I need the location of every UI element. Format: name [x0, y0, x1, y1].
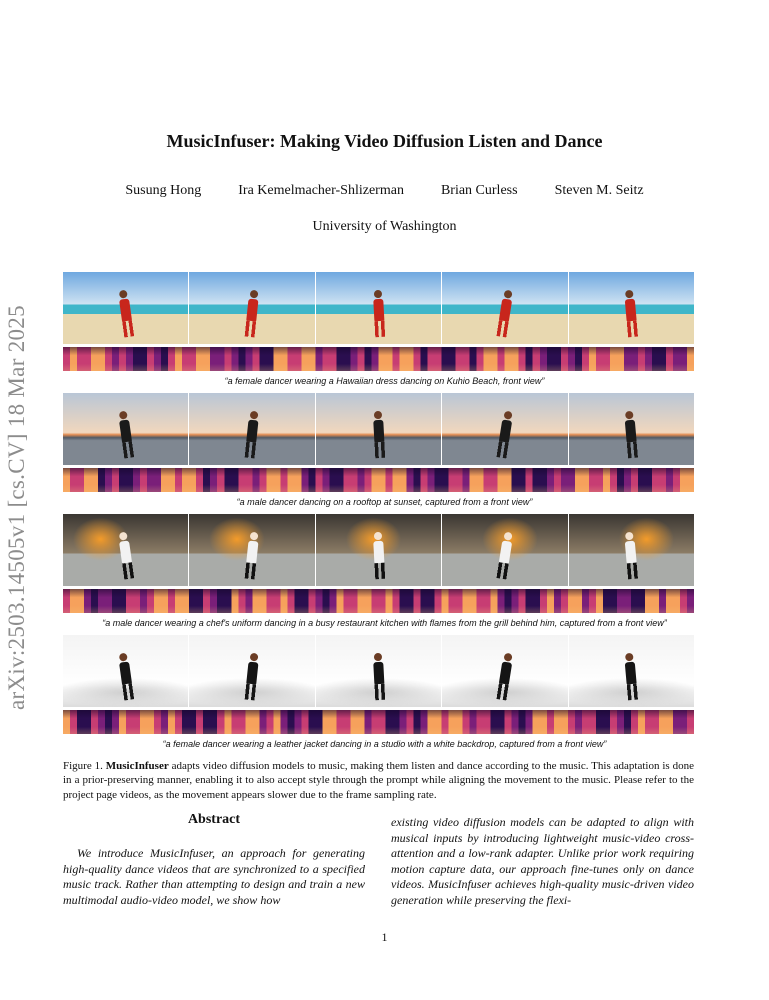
- dancer-body: [246, 661, 258, 684]
- dancer-figure: [495, 652, 514, 700]
- video-frame: [569, 514, 694, 586]
- dancer-legs: [494, 683, 510, 701]
- dancer-legs: [120, 562, 136, 580]
- video-frame: [569, 272, 694, 344]
- dancer-head: [250, 411, 259, 420]
- dancer-head: [250, 532, 259, 541]
- video-frame-strip: [63, 393, 694, 465]
- abstract-text-right: existing video diffusion models can be adapted to align with musical inputs by introducing lightweight music-video cross-attention and a low-rank adapter. Unlike prior work requiring motion capture data, our approach fine-tunes only on dance videos. MusicInfuser achieves high-quality music-driven video generation while preserving the flexi-: [391, 815, 694, 907]
- video-frame: [189, 635, 315, 707]
- dancer-head: [625, 290, 634, 299]
- dancer-legs: [625, 562, 640, 579]
- video-frame: [316, 393, 442, 465]
- dancer-body: [119, 661, 132, 684]
- dancer-figure: [116, 531, 134, 579]
- dancer-figure: [244, 410, 261, 458]
- dancer-head: [118, 289, 127, 298]
- dancer-body: [373, 541, 384, 563]
- dancer-figure: [116, 410, 134, 458]
- video-frame: [569, 635, 694, 707]
- dancer-body: [499, 661, 512, 684]
- dancer-legs: [120, 320, 136, 338]
- arxiv-identifier: arXiv:2503.14505v1 [cs.CV] 18 Mar 2025: [4, 305, 29, 710]
- dancer-head: [118, 410, 127, 419]
- dancer-head: [250, 653, 259, 662]
- video-frame-strip: [63, 635, 694, 707]
- dancer-head: [373, 411, 381, 419]
- video-frame-strip: [63, 272, 694, 344]
- prompt-caption: “a male dancer wearing a chef's uniform dancing in a busy restaurant kitchen with flames from the grill behind him, captured from a front view”: [102, 618, 667, 628]
- dancer-legs: [243, 562, 259, 579]
- dancer-body: [119, 298, 132, 321]
- dancer-legs: [120, 683, 136, 701]
- dancer-body: [246, 298, 258, 321]
- dancer-body: [625, 661, 637, 684]
- dancer-figure: [623, 531, 639, 579]
- affiliation: University of Washington: [312, 219, 457, 234]
- dancer-legs: [372, 441, 387, 458]
- video-frame: [442, 272, 568, 344]
- dancer-figure: [495, 289, 514, 337]
- dancer-figure: [371, 653, 385, 701]
- dancer-figure: [495, 531, 514, 579]
- video-frame: [63, 514, 189, 586]
- dancer-figure: [495, 410, 514, 458]
- dancer-legs: [625, 683, 640, 700]
- dancer-legs: [120, 441, 136, 459]
- dancer-legs: [243, 320, 259, 337]
- video-frame: [442, 635, 568, 707]
- dancer-head: [250, 290, 259, 299]
- dancer-head: [503, 652, 512, 661]
- video-frame: [189, 393, 315, 465]
- paper-title: MusicInfuser: Making Video Diffusion Listen and Dance: [166, 131, 603, 151]
- music-spectrogram: [63, 347, 694, 371]
- dancer-head: [373, 290, 381, 298]
- dancer-legs: [494, 320, 510, 338]
- dancer-figure: [371, 532, 385, 580]
- dancer-figure: [244, 531, 261, 579]
- dancer-head: [625, 532, 634, 541]
- video-frame: [316, 514, 442, 586]
- dancer-head: [503, 410, 512, 419]
- video-frame: [442, 514, 568, 586]
- dancer-body: [499, 298, 512, 321]
- dancer-figure: [371, 411, 385, 459]
- dancer-legs: [494, 562, 510, 580]
- dancer-body: [246, 419, 258, 442]
- figure-caption: [63, 759, 694, 802]
- dancer-body: [373, 420, 384, 442]
- dancer-head: [503, 531, 512, 540]
- dancer-body: [373, 662, 384, 684]
- dancer-body: [625, 419, 637, 442]
- dancer-figure: [116, 652, 134, 700]
- abstract-text-left: We introduce MusicInfuser, an approach for generating high-quality dance videos that are synchronized to a specified music track. Rather than attempting to design and train a new multimodal audio-video model, we show how: [63, 846, 365, 907]
- dancer-legs: [372, 320, 387, 337]
- video-frame: [63, 393, 189, 465]
- prompt-caption: “a female dancer wearing a Hawaiian dress dancing on Kuhio Beach, front view”: [224, 376, 545, 386]
- dancer-head: [625, 411, 634, 420]
- dancer-head: [118, 531, 127, 540]
- dancer-legs: [625, 320, 640, 337]
- dancer-figure: [623, 289, 639, 337]
- dancer-legs: [372, 683, 387, 700]
- dancer-figure: [623, 652, 639, 700]
- video-frame: [189, 514, 315, 586]
- dancer-body: [625, 540, 637, 563]
- dancer-legs: [243, 441, 259, 458]
- caption-body: adapts video diffusion models to music, making them listen and dance according to the music. This adaptation is done in a prior-preserving manner, enabling it to also accept style through the prompt while aligning the movement to the music. Please refer to the project page videos, as the movement appears slower due to the frame sampling rate.: [63, 760, 694, 801]
- figure-label: Figure 1.: [63, 760, 103, 772]
- dancer-body: [119, 419, 132, 442]
- video-frame: [316, 272, 442, 344]
- dancer-body: [373, 299, 384, 321]
- dancer-legs: [625, 441, 640, 458]
- dancer-body: [499, 419, 512, 442]
- prompt-caption: “a male dancer dancing on a rooftop at sunset, captured from a front view”: [236, 497, 533, 507]
- video-frame-strip: [63, 514, 694, 586]
- dancer-figure: [116, 289, 134, 337]
- dancer-figure: [244, 652, 261, 700]
- music-spectrogram: [63, 710, 694, 734]
- method-name: MusicInfuser: [105, 760, 169, 772]
- dancer-body: [499, 540, 512, 563]
- music-spectrogram: [63, 468, 694, 492]
- author-name: Steven M. Seitz: [554, 183, 644, 198]
- video-frame: [189, 272, 315, 344]
- video-frame: [569, 393, 694, 465]
- dancer-head: [118, 652, 127, 661]
- author-list: [0, 183, 769, 199]
- dancer-body: [246, 540, 258, 563]
- dancer-legs: [372, 562, 387, 579]
- music-spectrogram: [63, 589, 694, 613]
- author-name: Brian Curless: [440, 183, 518, 198]
- dancer-body: [119, 540, 132, 563]
- dancer-body: [625, 298, 637, 321]
- dancer-figure: [371, 290, 385, 338]
- dancer-head: [625, 653, 634, 662]
- dancer-figure: [623, 410, 639, 458]
- dancer-head: [373, 653, 381, 661]
- abstract-heading: Abstract: [187, 812, 241, 827]
- author-name: Susung Hong: [125, 183, 202, 198]
- prompt-caption: “a female dancer wearing a leather jacket dancing in a studio with a white backdrop, captured from a front view”: [162, 739, 607, 749]
- video-frame: [63, 272, 189, 344]
- dancer-legs: [243, 683, 259, 700]
- video-frame: [442, 393, 568, 465]
- video-frame: [63, 635, 189, 707]
- dancer-legs: [494, 441, 510, 459]
- dancer-figure: [244, 289, 261, 337]
- video-frame: [316, 635, 442, 707]
- page-number: 1: [381, 930, 388, 944]
- author-name: Ira Kemelmacher-Shlizerman: [238, 183, 404, 198]
- dancer-head: [373, 532, 381, 540]
- dancer-head: [503, 289, 512, 298]
